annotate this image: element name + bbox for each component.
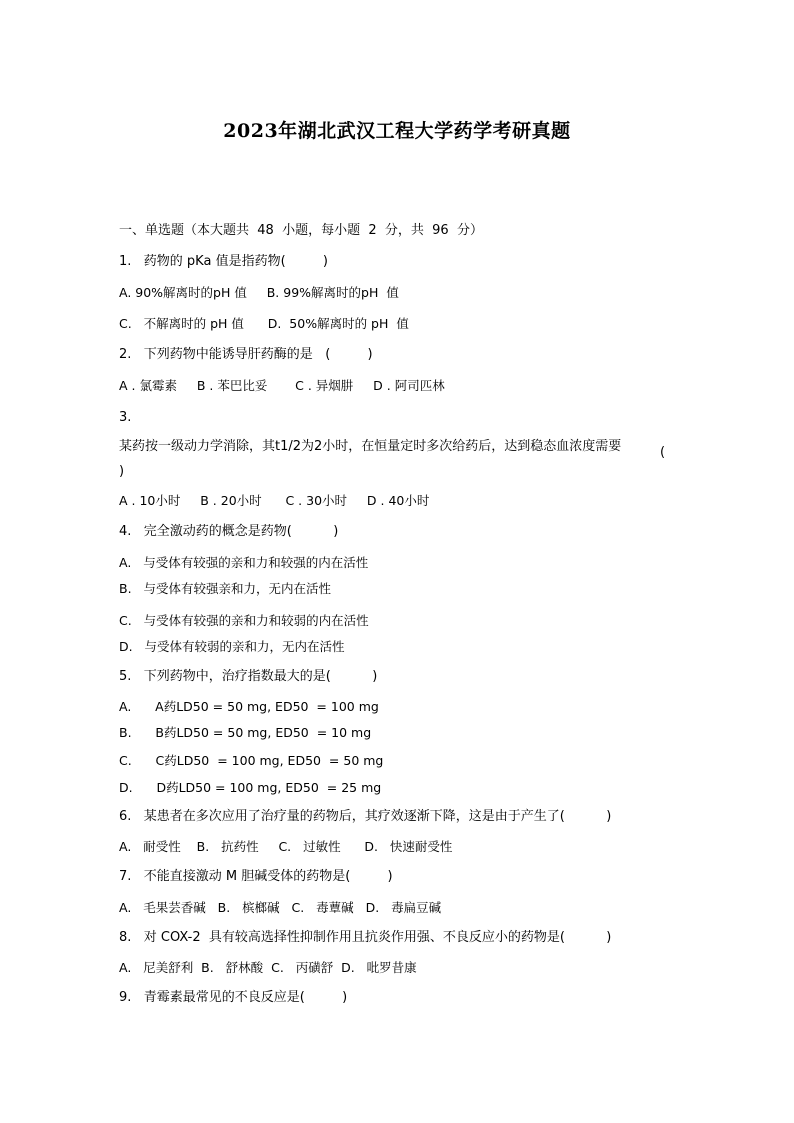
question-4-stem: 4. 完全激动药的概念是药物( ) bbox=[119, 524, 339, 539]
question-6-options-line-1: A. 耐受性 B. 抗药性 C. 过敏性 D. 快速耐受性 bbox=[119, 839, 453, 854]
question-2-options-line-1: A . 氯霉素 B . 苯巴比妥 C . 异烟肼 D . 阿司匹林 bbox=[119, 378, 445, 393]
question-8-options-line-1: A. 尼美舒利 B. 舒林酸 C. 丙磺舒 D. 吡罗昔康 bbox=[119, 960, 417, 975]
question-1-options-line-2: C. 不解离时的 pH 值 D. 50%解离时的 pH 值 bbox=[119, 316, 409, 331]
question-4-option-d: D. 与受体有较弱的亲和力，无内在活性 bbox=[119, 639, 345, 654]
question-5-stem: 5. 下列药物中，治疗指数最大的是( ) bbox=[119, 669, 378, 684]
question-7-stem: 7. 不能直接激动 M 胆碱受体的药物是( ) bbox=[119, 869, 393, 884]
question-3-number: 3. bbox=[119, 410, 132, 425]
question-1-stem: 1. 药物的 pKa 值是指药物( ) bbox=[119, 254, 328, 269]
question-1-options-line-1: A. 90%解离时的pH 值 B. 99%解离时的pH 值 bbox=[119, 285, 399, 300]
question-4-option-a: A. 与受体有较强的亲和力和较强的内在活性 bbox=[119, 555, 369, 570]
question-5-option-b: B. B药LD50 = 50 mg, ED50 = 10 mg bbox=[119, 725, 372, 740]
question-4-option-b: B. 与受体有较强亲和力，无内在活性 bbox=[119, 581, 331, 596]
question-4-option-c: C. 与受体有较强的亲和力和较弱的内在活性 bbox=[119, 613, 369, 628]
question-3-stem: 某药按一级动力学消除，其t1/2为2小时，在恒量定时多次给药后，达到稳态血浓度需要 bbox=[119, 439, 622, 454]
question-5-option-d: D. D药LD50 = 100 mg, ED50 = 25 mg bbox=[119, 780, 382, 795]
question-9-stem: 9. 青霉素最常见的不良反应是( ) bbox=[119, 990, 348, 1005]
question-5-option-c: C. C药LD50 = 100 mg, ED50 = 50 mg bbox=[119, 753, 384, 768]
question-3-options-line-1: A . 10小时 B . 20小时 C . 30小时 D . 40小时 bbox=[119, 493, 430, 508]
question-6-stem: 6. 某患者在多次应用了治疗量的药物后，其疗效逐渐下降，这是由于产生了( ) bbox=[119, 809, 612, 824]
question-3-paren-open: ( bbox=[660, 445, 666, 460]
question-2-stem: 2. 下列药物中能诱导肝药酶的是 ( ) bbox=[119, 347, 373, 362]
question-8-stem: 8. 对 COX-2 具有较高选择性抑制作用且抗炎作用强、不良反应小的药物是( ) bbox=[119, 930, 612, 945]
page-title: 2023年湖北武汉工程大学药学考研真题 bbox=[223, 120, 571, 142]
question-5-option-a: A. A药LD50 = 50 mg, ED50 = 100 mg bbox=[119, 699, 379, 714]
section-header: 一、单选题（本大题共 48 小题，每小题 2 分，共 96 分） bbox=[119, 223, 483, 238]
question-7-options-line-1: A. 毛果芸香碱 B. 槟榔碱 C. 毒蕈碱 D. 毒扁豆碱 bbox=[119, 900, 442, 915]
question-3-paren-close: ) bbox=[119, 464, 125, 479]
